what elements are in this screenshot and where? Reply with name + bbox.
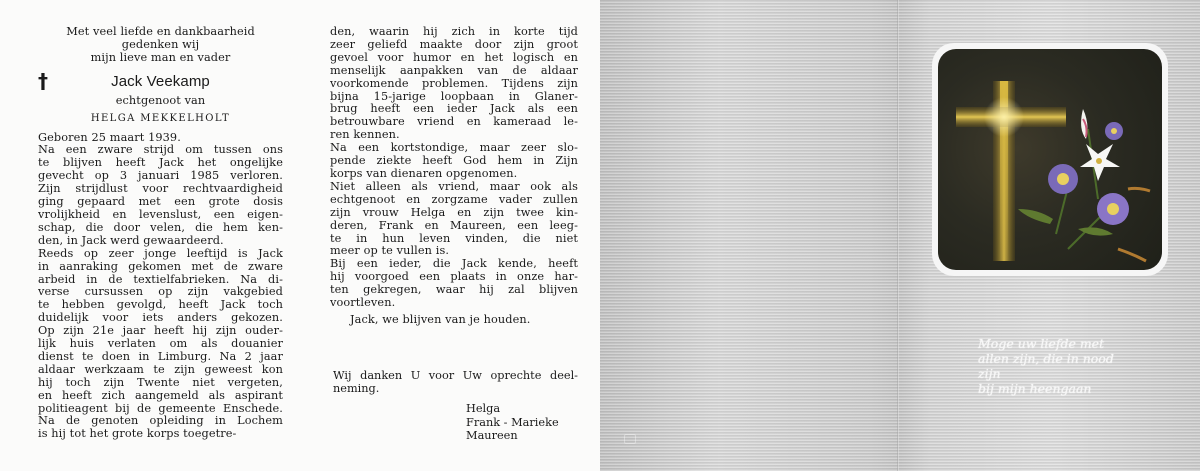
text-line: politieagent bij de gemeente Enschede. (38, 402, 283, 415)
photo-frame (932, 43, 1168, 276)
text-line: hij voorgoed een plaats in onze har- (330, 271, 578, 284)
right-body-text (330, 26, 578, 310)
closing-line: Jack, we blijven van je houden. (350, 313, 531, 326)
text-line: den, in Jack werd gewaardeerd. (38, 234, 224, 247)
text-line: den, waarin hij zich in korte tijd (330, 26, 578, 38)
thanks-line-2: neming. (333, 382, 380, 395)
purple-flower-icon (1018, 122, 1150, 261)
card-fold (897, 0, 899, 471)
header-line-1: Met veel liefde en dankbaarheid (66, 25, 255, 38)
left-text-column (38, 26, 283, 441)
cross-illustration (938, 49, 1162, 270)
text-line: voortleven. (330, 297, 396, 310)
text-line: zijn vrouw Helga en zijn twee kin- (330, 206, 578, 219)
text-line: arbeid in de textielfabrieken. Na di- (38, 273, 283, 286)
text-line: brug heeft een ieder Jack als een (330, 103, 578, 116)
signature-frank-marieke: Frank - Marieke (466, 415, 559, 429)
text-line: Na de genoten opleiding in Lochem (38, 415, 283, 428)
text-line: ten gekregen, waar hij zal blijven (330, 284, 578, 297)
text-line: Bij een ieder, die Jack kende, heeft (330, 258, 578, 271)
text-line: Na een kortstondige, maar zeer slo- (330, 142, 578, 155)
text-line: meer op te vullen is. (330, 245, 450, 258)
name-row (38, 68, 283, 93)
memorial-verse (978, 336, 1128, 396)
text-line: in aanraking gekomen met de zware (38, 260, 283, 273)
signatures (466, 402, 559, 443)
text-line: te hebben gevolgd, heeft Jack toch (38, 299, 283, 312)
left-body-text (38, 132, 283, 442)
header-line-2: gedenken wij (121, 37, 200, 51)
spouse-label: echtgenoot van (115, 93, 206, 107)
thanks-text (333, 370, 578, 396)
text-line: hij toch zijn Twente niet vergeten, (38, 376, 283, 389)
text-line: ging gepaard met een grote dosis (38, 196, 283, 209)
text-line: Zijn strijdlust voor rechtvaardigheid (38, 183, 283, 196)
verse-line-3: bij mijn heengaan (978, 381, 1092, 396)
text-line: bijna 15-jarige loopbaan in Glaner- (330, 90, 578, 103)
signature-maureen: Maureen (466, 429, 518, 442)
text-line: vrolijkheid en levenslust, een eigen- (38, 208, 283, 221)
text-line: korps van dienaren opgenomen. (330, 167, 518, 180)
corner-mark (624, 434, 636, 444)
text-line: duidelijk voor iets anders gekozen. (38, 312, 283, 325)
text-line: schap, die door velen, die hem ken- (38, 221, 283, 234)
text-line: is hij tot het grote korps toegetre- (38, 428, 237, 441)
cross-and-flowers-illustration (938, 49, 1162, 270)
right-text-column (330, 26, 578, 327)
text-line: betrouwbare vriend en kameraad le- (330, 116, 578, 129)
thanks-line-1: Wij danken U voor Uw oprechte deel- (333, 370, 578, 382)
text-line: dienst te doen in Limburg. Na 2 jaar (38, 350, 283, 363)
signature-helga: Helga (466, 402, 501, 415)
cross-icon: † (38, 68, 49, 93)
text-line: lijk huis verlaten om als douanier (38, 338, 283, 351)
text-line: verse cursussen op zijn vakgebied (38, 286, 283, 299)
text-line: menselijk aanpakken van de aldaar (330, 64, 578, 77)
header-line-3: mijn lieve man en vader (90, 50, 231, 64)
text-line: pende ziekte heeft God hem in Zijn (330, 155, 578, 168)
text-line: gevecht op 3 januari 1985 verloren. (38, 170, 283, 183)
text-line: ren kennen. (330, 129, 400, 142)
text-line: echtgenoot en zorgzame vader zullen (330, 193, 578, 206)
text-line: deren, Frank en Maureen, een leeg- (330, 219, 578, 232)
text-line: Reeds op zeer jonge leeftijd is Jack (38, 247, 283, 260)
text-line: Op zijn 21e jaar heeft hij zijn ouder- (38, 325, 283, 338)
text-line: Na een zware strijd om tussen ons (38, 144, 283, 157)
text-line: Niet alleen als vriend, maar ook als (330, 180, 578, 193)
text-line: te blijven heeft Jack het ongelijke (38, 157, 283, 170)
deceased-name: Jack Veekamp (111, 72, 210, 90)
text-line: te in hun leven vinden, die niet (330, 232, 578, 245)
spouse-name: HELGA MEKKELHOLT (90, 112, 231, 124)
verse-line-2: allen zijn, die in nood zijn (978, 351, 1114, 381)
text-line: Geboren 25 maart 1939. (38, 131, 181, 144)
verse-line-1: Moge uw liefde met (978, 336, 1105, 351)
text-line: voorkomende problemen. Tijdens zijn (330, 77, 578, 90)
text-line: aldaar werkzaam te zijn geweest kon (38, 363, 283, 376)
text-line: en heeft zich aangemeld als aspirant (38, 389, 283, 402)
text-line: zeer geliefd maakte door zijn groot (330, 38, 578, 51)
text-line: gevoel voor humor en het logisch en (330, 51, 578, 64)
card-cover (600, 0, 1200, 471)
